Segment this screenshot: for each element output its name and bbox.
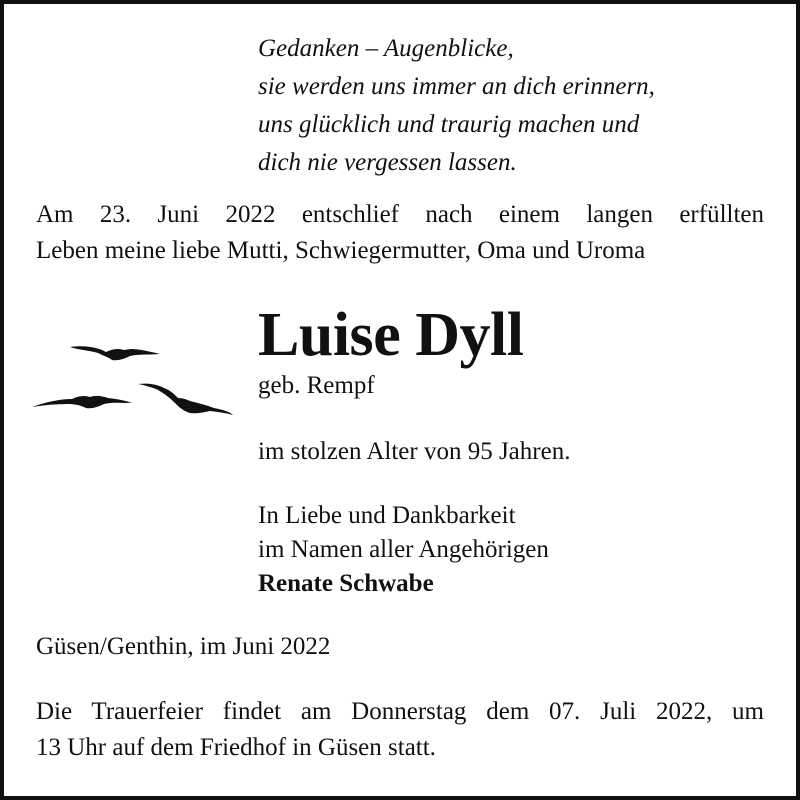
intro-line: Am 23. Juni 2022 entschlief nach einem langen erfüllten <box>36 201 764 228</box>
place-date: Güsen/Genthin, im Juni 2022 <box>36 633 331 660</box>
funeral-notice <box>36 694 764 766</box>
signer-name: Renate Schwabe <box>258 570 434 597</box>
intro-paragraph <box>36 197 764 269</box>
poem <box>258 30 655 182</box>
funeral-line: Die Trauerfeier findet am Donnerstag dem 07. Juli 2022, um <box>36 698 764 725</box>
poem-line: sie werden uns immer an dich erinnern, <box>258 73 655 100</box>
poem-line: dich nie vergessen lassen. <box>258 149 517 176</box>
deceased-name: Luise Dyll <box>258 301 524 369</box>
poem-line: Gedanken – Augenblicke, <box>258 35 514 62</box>
poem-line: uns glücklich und traurig machen und <box>258 111 640 138</box>
signoff-line: im Namen aller Angehörigen <box>258 536 549 563</box>
birth-name: geb. Rempf <box>258 372 375 399</box>
funeral-line: 13 Uhr auf dem Friedhof in Güsen statt. <box>36 734 436 761</box>
signoff-block <box>258 499 549 601</box>
signoff-line: In Liebe und Dankbarkeit <box>258 502 516 529</box>
intro-line: Leben meine liebe Mutti, Schwiegermutter, Oma und Uroma <box>36 237 646 264</box>
age-text: im stolzen Alter von 95 Jahren. <box>258 438 571 465</box>
flying-birds-icon <box>28 332 238 432</box>
